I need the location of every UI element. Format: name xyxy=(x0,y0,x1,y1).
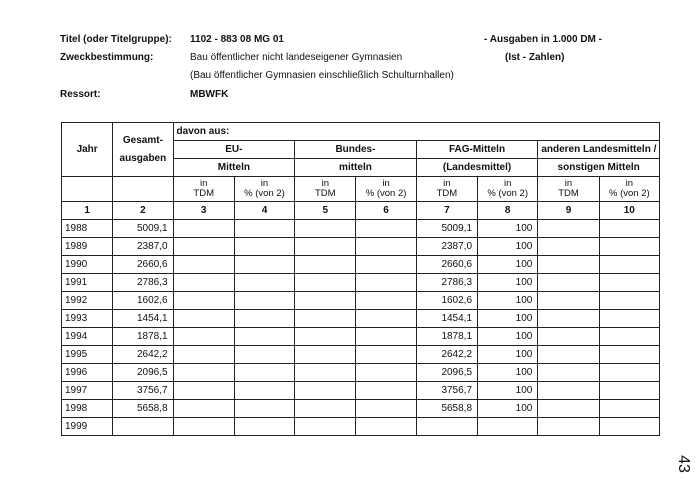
year-cell: 1992 xyxy=(62,292,113,310)
bund-pct-cell xyxy=(356,382,416,400)
fag-tdm-cell: 5009,1 xyxy=(416,220,477,238)
eu-tdm-cell xyxy=(173,238,234,256)
group-andere-line1: anderen Landesmitteln / xyxy=(538,141,660,159)
gesamt-cell: 1878,1 xyxy=(113,328,173,346)
eu-tdm-cell xyxy=(173,400,234,418)
col-number: 7 xyxy=(416,202,477,220)
andere-tdm-cell xyxy=(538,400,599,418)
bund-tdm-cell xyxy=(295,256,356,274)
group-eu-line1: EU- xyxy=(173,141,295,159)
unit-pct: in % (von 2) xyxy=(234,177,294,202)
table-row xyxy=(62,238,660,256)
titel-label: Titel (oder Titelgruppe): xyxy=(60,34,172,45)
eu-pct-cell xyxy=(234,238,294,256)
year-cell: 1991 xyxy=(62,274,113,292)
table-row xyxy=(62,220,660,238)
eu-pct-cell xyxy=(234,400,294,418)
eu-tdm-cell xyxy=(173,418,234,436)
gesamt-cell: 5009,1 xyxy=(113,220,173,238)
column-number-row xyxy=(62,202,660,220)
andere-tdm-cell xyxy=(538,310,599,328)
bund-pct-cell xyxy=(356,256,416,274)
andere-pct-cell xyxy=(599,328,659,346)
fag-pct-cell: 100 xyxy=(478,346,538,364)
bund-tdm-cell xyxy=(295,364,356,382)
fag-tdm-cell: 1878,1 xyxy=(416,328,477,346)
ressort-value: MBWFK xyxy=(190,89,229,100)
group-fag-line2: (Landesmittel) xyxy=(416,159,538,177)
unit-tdm: in TDM xyxy=(295,177,356,202)
andere-tdm-cell xyxy=(538,256,599,274)
fag-pct-cell: 100 xyxy=(478,364,538,382)
andere-pct-cell xyxy=(599,310,659,328)
unit-tdm: in TDM xyxy=(538,177,599,202)
gesamt-cell: 1602,6 xyxy=(113,292,173,310)
bund-pct-cell xyxy=(356,346,416,364)
table-row xyxy=(62,310,660,328)
fag-pct-cell: 100 xyxy=(478,220,538,238)
bund-pct-cell xyxy=(356,220,416,238)
gesamt-cell: 5658,8 xyxy=(113,400,173,418)
group-eu-line2: Mitteln xyxy=(173,159,295,177)
fag-tdm-cell xyxy=(416,418,477,436)
year-cell: 1998 xyxy=(62,400,113,418)
col-gesamt-header xyxy=(113,123,173,177)
andere-tdm-cell xyxy=(538,238,599,256)
zweck-line1: Bau öffentlicher nicht landeseigener Gymnasien xyxy=(190,52,403,63)
bund-tdm-cell xyxy=(295,400,356,418)
col-number: 1 xyxy=(62,202,113,220)
year-cell: 1989 xyxy=(62,238,113,256)
unit-tdm: in TDM xyxy=(173,177,234,202)
gesamt-cell: 3756,7 xyxy=(113,382,173,400)
bund-pct-cell xyxy=(356,292,416,310)
gesamt-cell: 1454,1 xyxy=(113,310,173,328)
col-number: 9 xyxy=(538,202,599,220)
bund-tdm-cell xyxy=(295,310,356,328)
fag-pct-cell: 100 xyxy=(478,382,538,400)
year-cell: 1994 xyxy=(62,328,113,346)
col-number: 4 xyxy=(234,202,294,220)
andere-tdm-cell xyxy=(538,220,599,238)
bund-tdm-cell xyxy=(295,274,356,292)
col-gesamt-line1: Gesamt- xyxy=(122,134,163,146)
bund-pct-cell xyxy=(356,238,416,256)
fag-pct-cell xyxy=(478,418,538,436)
unit-row xyxy=(62,177,660,202)
andere-tdm-cell xyxy=(538,346,599,364)
col-jahr-header: Jahr xyxy=(62,123,113,177)
eu-pct-cell xyxy=(234,220,294,238)
unit-pct: in % (von 2) xyxy=(599,177,659,202)
fag-pct-cell: 100 xyxy=(478,238,538,256)
andere-tdm-cell xyxy=(538,418,599,436)
table-row xyxy=(62,400,660,418)
davon-header: davon aus: xyxy=(173,123,659,141)
data-rows xyxy=(62,220,660,436)
fag-tdm-cell: 3756,7 xyxy=(416,382,477,400)
bund-tdm-cell xyxy=(295,328,356,346)
zweck-label: Zweckbestimmung: xyxy=(60,52,154,63)
eu-tdm-cell xyxy=(173,310,234,328)
bund-pct-cell xyxy=(356,364,416,382)
table-row xyxy=(62,256,660,274)
fag-tdm-cell: 2786,3 xyxy=(416,274,477,292)
group-bund-line2: mitteln xyxy=(295,159,417,177)
eu-tdm-cell xyxy=(173,364,234,382)
fag-pct-cell: 100 xyxy=(478,292,538,310)
fag-tdm-cell: 2096,5 xyxy=(416,364,477,382)
page-number: 43 xyxy=(675,455,693,473)
andere-pct-cell xyxy=(599,256,659,274)
fag-tdm-cell: 1454,1 xyxy=(416,310,477,328)
fag-tdm-cell: 5658,8 xyxy=(416,400,477,418)
eu-tdm-cell xyxy=(173,382,234,400)
group-andere-line2: sonstigen Mitteln xyxy=(538,159,660,177)
unit-pct: in % (von 2) xyxy=(356,177,416,202)
eu-tdm-cell xyxy=(173,220,234,238)
gesamt-cell: 2642,2 xyxy=(113,346,173,364)
ausgaben-note: - Ausgaben in 1.000 DM - xyxy=(484,34,602,45)
fag-tdm-cell: 1602,6 xyxy=(416,292,477,310)
andere-pct-cell xyxy=(599,274,659,292)
expenditure-table xyxy=(61,122,660,436)
zweck-line2: (Bau öffentlicher Gymnasien einschließlich Schulturnhallen) xyxy=(190,70,454,81)
fag-tdm-cell: 2660,6 xyxy=(416,256,477,274)
andere-tdm-cell xyxy=(538,274,599,292)
bund-tdm-cell xyxy=(295,292,356,310)
table-row xyxy=(62,382,660,400)
eu-tdm-cell xyxy=(173,292,234,310)
fag-tdm-cell: 2387,0 xyxy=(416,238,477,256)
fag-pct-cell: 100 xyxy=(478,328,538,346)
eu-pct-cell xyxy=(234,292,294,310)
eu-pct-cell xyxy=(234,256,294,274)
eu-tdm-cell xyxy=(173,274,234,292)
bund-pct-cell xyxy=(356,328,416,346)
eu-pct-cell xyxy=(234,346,294,364)
year-cell: 1995 xyxy=(62,346,113,364)
fag-pct-cell: 100 xyxy=(478,274,538,292)
andere-pct-cell xyxy=(599,364,659,382)
col-number: 3 xyxy=(173,202,234,220)
andere-pct-cell xyxy=(599,418,659,436)
fag-tdm-cell: 2642,2 xyxy=(416,346,477,364)
bund-tdm-cell xyxy=(295,346,356,364)
andere-pct-cell xyxy=(599,382,659,400)
andere-pct-cell xyxy=(599,238,659,256)
col-number: 6 xyxy=(356,202,416,220)
unit-empty xyxy=(113,177,173,202)
eu-pct-cell xyxy=(234,328,294,346)
gesamt-cell: 2096,5 xyxy=(113,364,173,382)
bund-pct-cell xyxy=(356,400,416,418)
bund-tdm-cell xyxy=(295,220,356,238)
year-cell: 1999 xyxy=(62,418,113,436)
andere-tdm-cell xyxy=(538,292,599,310)
andere-tdm-cell xyxy=(538,364,599,382)
fag-pct-cell: 100 xyxy=(478,310,538,328)
fag-pct-cell: 100 xyxy=(478,400,538,418)
bund-tdm-cell xyxy=(295,238,356,256)
year-cell: 1990 xyxy=(62,256,113,274)
table-row xyxy=(62,274,660,292)
eu-pct-cell xyxy=(234,418,294,436)
unit-tdm: in TDM xyxy=(416,177,477,202)
ist-note: (Ist - Zahlen) xyxy=(505,52,565,63)
table-row xyxy=(62,364,660,382)
bund-tdm-cell xyxy=(295,382,356,400)
col-number: 10 xyxy=(599,202,659,220)
eu-tdm-cell xyxy=(173,346,234,364)
eu-pct-cell xyxy=(234,382,294,400)
col-gesamt-line2: ausgaben xyxy=(119,152,167,164)
year-cell: 1988 xyxy=(62,220,113,238)
bund-pct-cell xyxy=(356,274,416,292)
table-row xyxy=(62,328,660,346)
header-row-davon xyxy=(62,123,660,141)
bund-tdm-cell xyxy=(295,418,356,436)
gesamt-cell: 2387,0 xyxy=(113,238,173,256)
andere-tdm-cell xyxy=(538,382,599,400)
bund-pct-cell xyxy=(356,310,416,328)
gesamt-cell xyxy=(113,418,173,436)
titel-value: 1102 - 883 08 MG 01 xyxy=(190,34,284,45)
col-number: 8 xyxy=(478,202,538,220)
unit-pct: in % (von 2) xyxy=(478,177,538,202)
year-cell: 1993 xyxy=(62,310,113,328)
unit-empty xyxy=(62,177,113,202)
andere-pct-cell xyxy=(599,346,659,364)
col-number: 5 xyxy=(295,202,356,220)
andere-pct-cell xyxy=(599,400,659,418)
gesamt-cell: 2786,3 xyxy=(113,274,173,292)
ressort-label: Ressort: xyxy=(60,89,101,100)
gesamt-cell: 2660,6 xyxy=(113,256,173,274)
andere-pct-cell xyxy=(599,220,659,238)
group-bund-line1: Bundes- xyxy=(295,141,417,159)
group-fag-line1: FAG-Mitteln xyxy=(416,141,538,159)
year-cell: 1997 xyxy=(62,382,113,400)
eu-tdm-cell xyxy=(173,256,234,274)
andere-pct-cell xyxy=(599,292,659,310)
bund-pct-cell xyxy=(356,418,416,436)
eu-pct-cell xyxy=(234,310,294,328)
eu-tdm-cell xyxy=(173,328,234,346)
eu-pct-cell xyxy=(234,274,294,292)
eu-pct-cell xyxy=(234,364,294,382)
col-number: 2 xyxy=(113,202,173,220)
table-row xyxy=(62,418,660,436)
table-row xyxy=(62,346,660,364)
andere-tdm-cell xyxy=(538,328,599,346)
fag-pct-cell: 100 xyxy=(478,256,538,274)
table-row xyxy=(62,292,660,310)
year-cell: 1996 xyxy=(62,364,113,382)
